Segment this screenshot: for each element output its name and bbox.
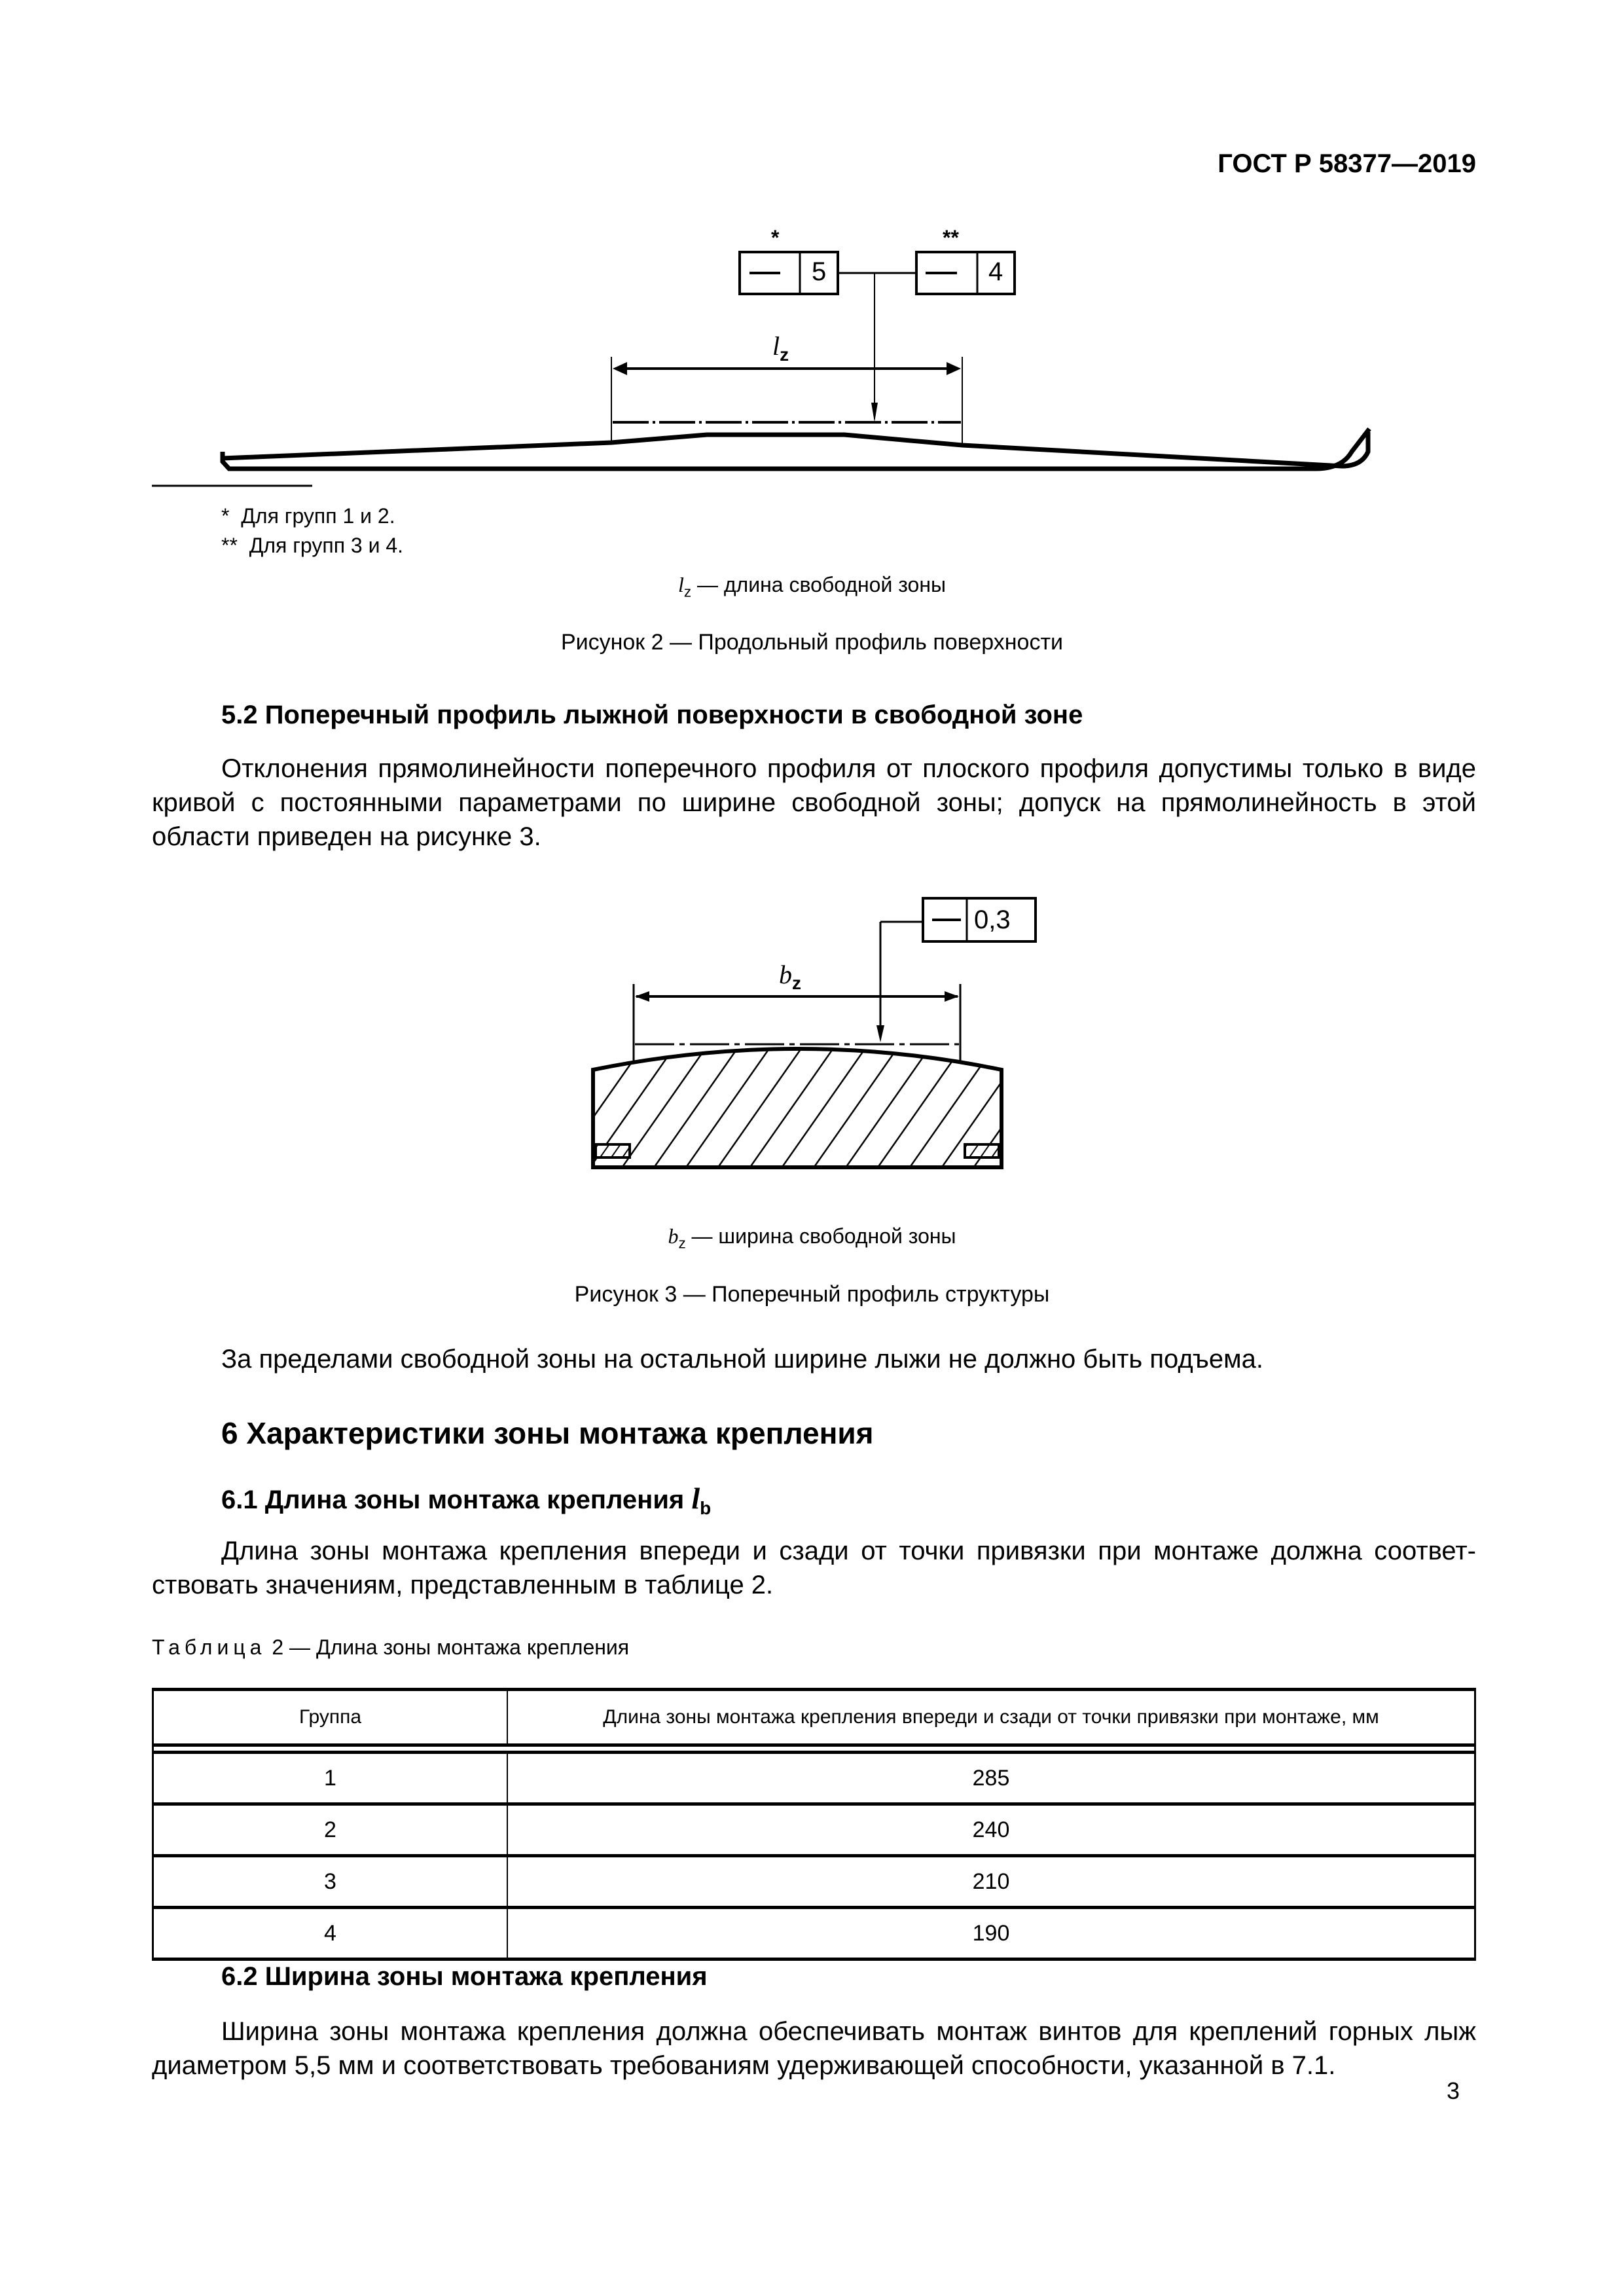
column-header-group: Группа [153,1690,508,1745]
section-6-heading: 6 Характеристики зоны монтажа крепления [221,1416,874,1450]
column-header-length: Длина зоны монтажа крепления впереди и сзади от точки привязки при монтаже, мм [507,1690,1475,1745]
section-6-1-heading: 6.1 Длина зоны монтажа крепления $l_b$ [221,1482,712,1518]
dimension-label-bz: $b_z$ [779,960,801,993]
section-6-1-paragraph: Длина зоны монтажа крепления впереди и сзади от точки привязки при монтаже должна соответ-ствовать значениям, представленным в таблице 2. [152,1537,1476,1599]
document-code: ГОСТ Р 58377—2019 [1218,149,1476,178]
cell-group: 2 [153,1804,508,1856]
figure-2-drawing [0,0,1624,498]
section-5-2-heading: 5.2 Поперечный профиль лыжной поверхности в свободной зоне [221,701,1083,729]
after-figure-3-paragraph: За пределами свободной зоны на остальной ширине лыжи не должно быть подъема. [221,1345,1263,1374]
section-6-2-paragraph: Ширина зоны монтажа крепления должна обеспечивать монтаж винтов для креплений горных лыж диаметром 5,5 мм и соответствовать требованиям удерживающей способности, указанной в 7.1. [152,2017,1476,2080]
figure-2-legend: $l_z$ — длина свободной зоны [678,573,946,600]
figure-3-legend: $b_z$ — ширина свободной зоны [668,1224,956,1252]
cell-group: 3 [153,1856,508,1908]
table-2-caption: Таблица 2 — Длина зоны монтажа крепления [152,1635,630,1659]
section-5-2-paragraph: Отклонения прямолинейности поперечного профиля от плоского профиля допустимы только в виде кривой с постоянными параметрами по ширине свободной зоны; допуск на прямолинейность в этой области приведен на рисунке 3. [152,754,1476,851]
footnote-1: * Для групп 1 и 2. [221,504,395,528]
section-6-2-heading: 6.2 Ширина зоны монтажа крепления [221,1962,708,1991]
figure-3-caption: Рисунок 3 — Поперечный профиль структуры [574,1282,1050,1307]
cell-length: 210 [507,1856,1475,1908]
frame-left-marker: * [771,226,780,249]
figure-2-caption: Рисунок 2 — Продольный профиль поверхности [560,630,1064,655]
cell-length: 240 [507,1804,1475,1856]
table-row [153,1753,1475,1804]
figure-3-drawing [0,884,1624,1178]
footnote-2: ** Для групп 3 и 4. [221,534,404,557]
table-2 [152,1688,1476,1961]
table-row [153,1908,1475,1959]
frame-fig3-value: 0,3 [974,905,1011,934]
dimension-label-lz: $l_z$ [772,331,789,365]
frame-right-value: 4 [988,257,1003,286]
page-number: 3 [1447,2077,1460,2104]
cell-length: 190 [507,1908,1475,1959]
frame-right-marker: ** [943,226,959,249]
cell-group: 1 [153,1753,508,1804]
frame-left-value: 5 [812,257,827,286]
cell-length: 285 [507,1753,1475,1804]
cell-group: 4 [153,1908,508,1959]
table-row [153,1804,1475,1856]
table-row [153,1856,1475,1908]
